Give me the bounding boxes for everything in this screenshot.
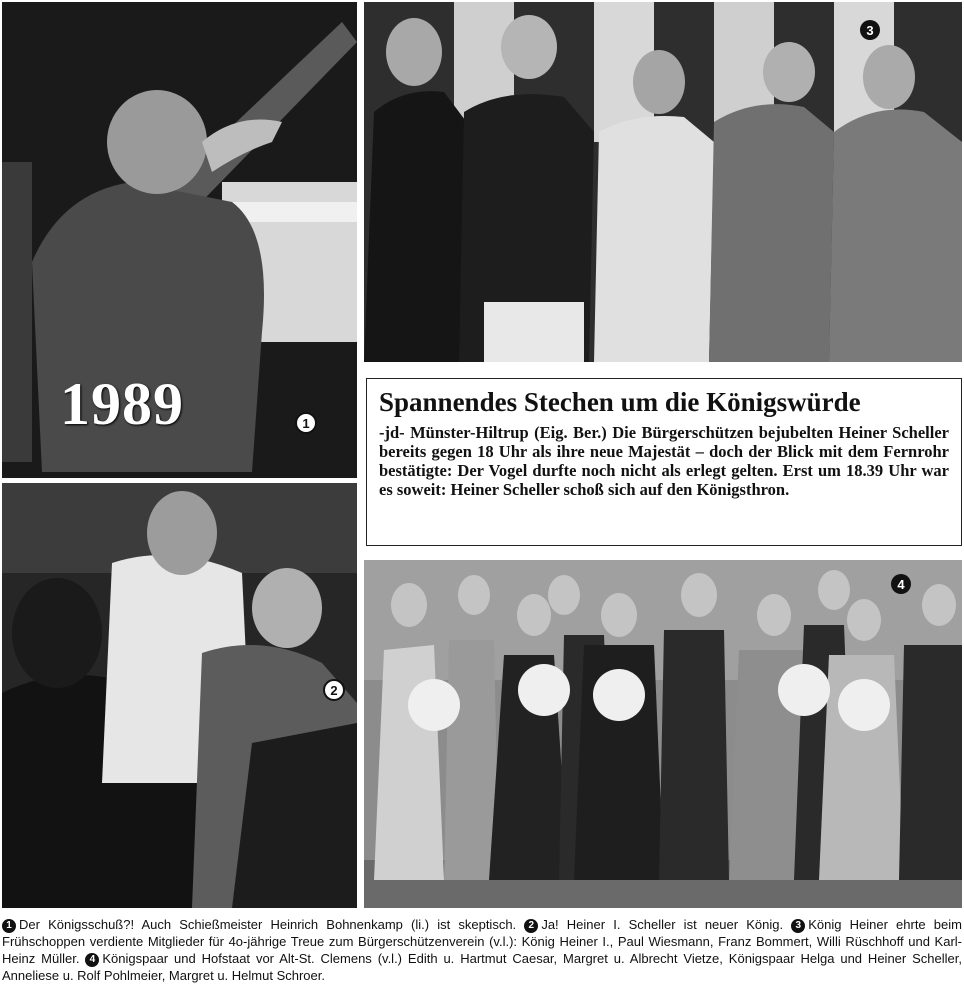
caption-2-text: Ja! Heiner I. Scheller ist neuer König. [541, 917, 784, 932]
article-headline: Spannendes Stechen um die Königswürde [379, 387, 861, 417]
photo-4-number: 4 [891, 574, 911, 594]
caption-2-number: 2 [524, 919, 538, 933]
photo-1-number: 1 [295, 412, 317, 434]
photo-1 [2, 2, 357, 478]
year-overlay: 1989 [60, 371, 184, 437]
photo-3-illustration [364, 2, 962, 362]
caption-3-text: König Heiner ehrte beim Frühschoppen verdiente Mitglieder für 4o-jährige Treue zum Bürgerschützenverein (v.l.): König Heiner I., Paul Wiesmann, Franz Bommert, Willi Rüschhoff und Karl-Heinz Müller. [2, 917, 962, 966]
photo-3-number: 3 [860, 20, 880, 40]
photo-3 [364, 2, 962, 362]
article-body: -jd- Münster-Hiltrup (Eig. Ber.) Die Bürgerschützen bejubelten Heiner Scheller bereits gegen 18 Uhr als ihre neue Majestät – doch der Blick mit dem Fernrohr bestätigte: Der Vogel durfte noch nicht als erlegt gelten. Erst um 18.39 Uhr war es soweit: Heiner Scheller schoß sich auf den Königsthron. [379, 423, 949, 499]
photo-4 [364, 560, 962, 908]
caption-1-number: 1 [2, 919, 16, 933]
caption-3-number: 3 [791, 919, 805, 933]
photo-2-number: 2 [323, 679, 345, 701]
article-box [366, 378, 962, 546]
caption-4-text: Königspaar und Hofstaat vor Alt-St. Clemens (v.l.) Edith u. Hartmut Caesar, Margret u. Albrecht Vietze, Königspaar Helga und Heiner Scheller, Anneliese u. Rolf Pohlmeier, Margret u. Helmut Schroer. [2, 951, 963, 983]
photo-4-illustration [364, 560, 962, 908]
caption-4-number: 4 [85, 953, 99, 967]
caption-1-text: Der Königsschuß?! Auch Schießmeister Heinrich Bohnenkamp (li.) ist skeptisch. [19, 917, 517, 932]
photo-captions [2, 916, 962, 1000]
photo-2 [2, 483, 357, 908]
photo-2-illustration [2, 483, 357, 908]
